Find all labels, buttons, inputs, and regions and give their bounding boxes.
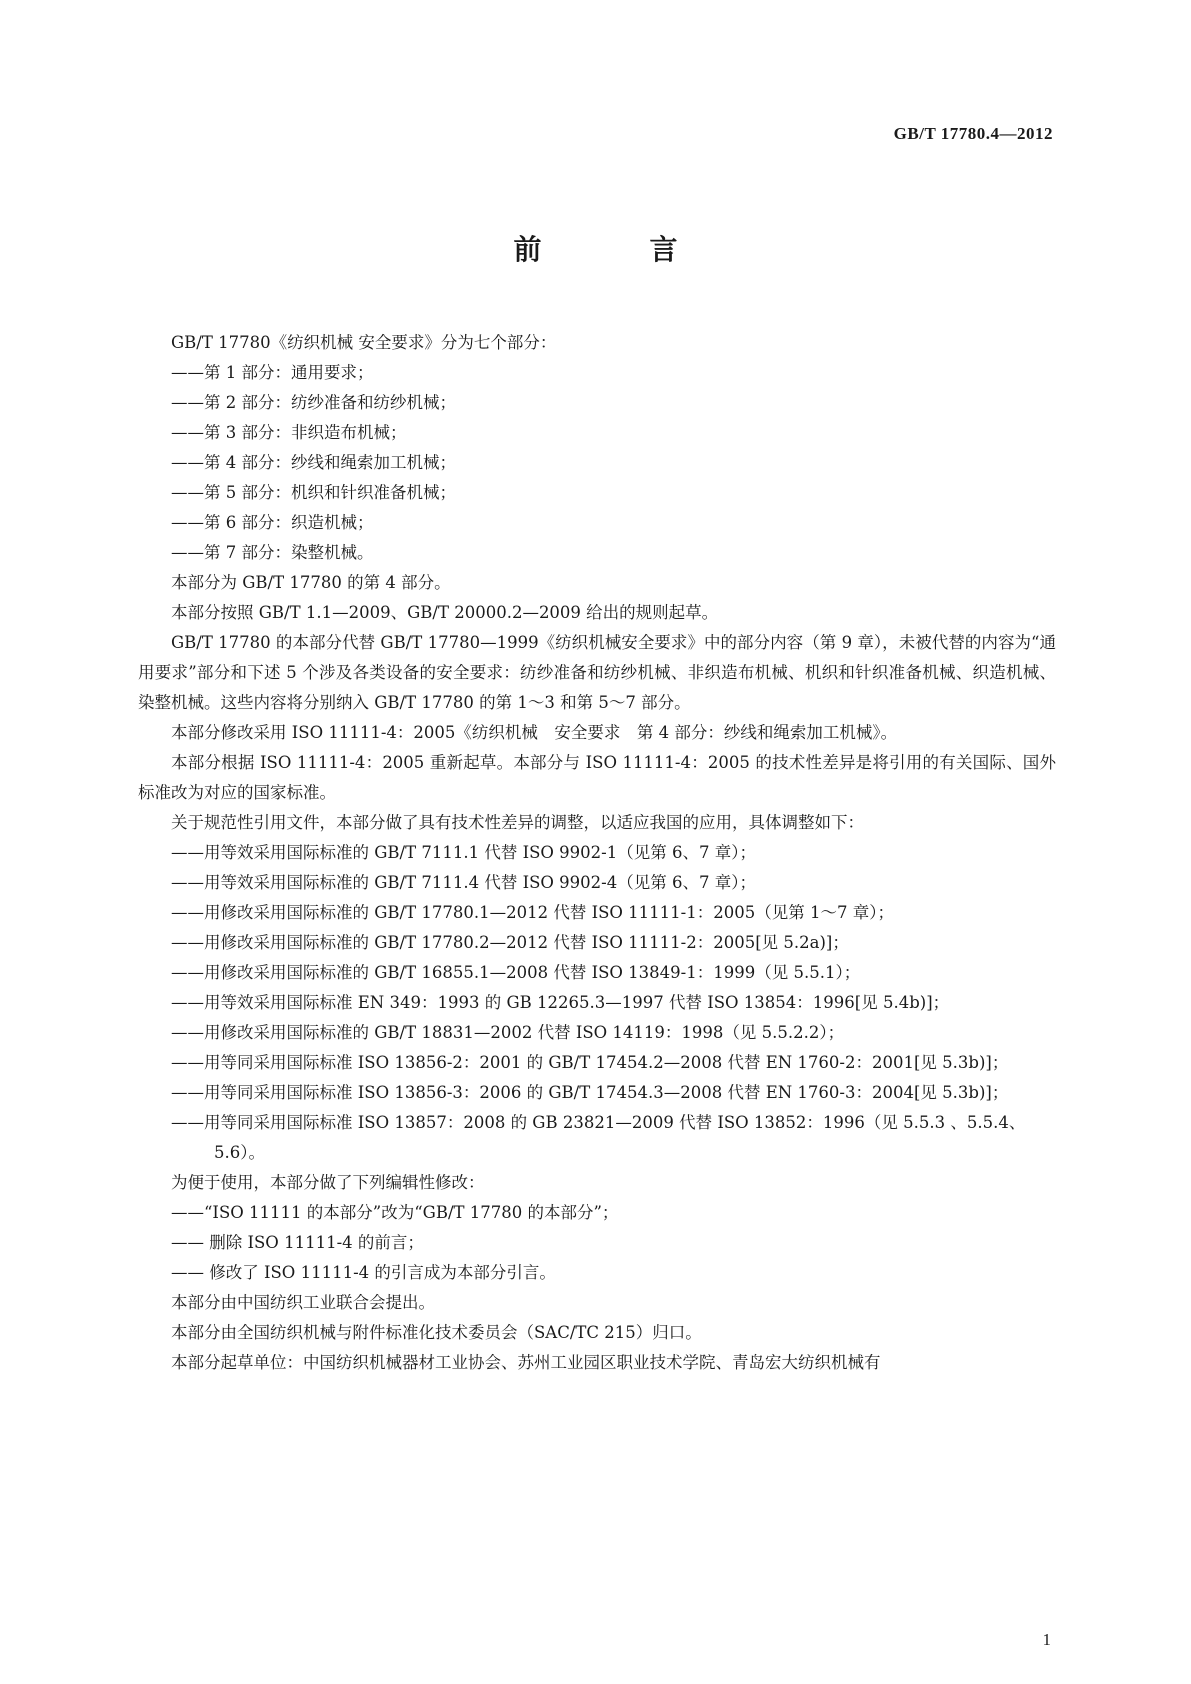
standard-number: GB/T 17780.4—2012 [893, 124, 1053, 143]
paragraph: 本部分按照 GB/T 1.1—2009、GB/T 20000.2—2009 给出的规则起草。 [171, 603, 719, 622]
paragraph: GB/T 17780 的本部分代替 GB/T 17780—1999《纺织机械安全要求》中的部分内容（第 9 章），未被代替的内容为“通用要求”部分和下述 5 个涉及各类设备的安全要求：纺纱准备和纺纱机械、非织造布机械、机织和针织准备机械、织造机械、染整机械。这些内容将分别纳入 GB/T 17780 的第 1～3 和第 5～7 部分。 [138, 633, 1056, 712]
list-item: ——用等效采用国际标准的 GB/T 7111.4 代替 ISO 9902-4（见第 6、7 章）； [171, 873, 756, 892]
paragraph: 本部分为 GB/T 17780 的第 4 部分。 [171, 573, 451, 592]
paragraph: 本部分起草单位：中国纺织机械器材工业协会、苏州工业园区职业技术学院、青岛宏大纺织机械有 [171, 1353, 881, 1372]
list-item: ——用修改采用国际标准的 GB/T 17780.1—2012 代替 ISO 11111-1：2005（见第 1～7 章）； [171, 903, 894, 922]
list-item: —— 修改了 ISO 11111-4 的引言成为本部分引言。 [171, 1263, 556, 1282]
list-item: ——第 6 部分：织造机械； [171, 513, 374, 532]
list-item: ——第 7 部分：染整机械。 [171, 543, 374, 562]
page-number: 1 [1042, 1630, 1051, 1649]
list-item: ——“ISO 11111 的本部分”改为“GB/T 17780 的本部分”； [171, 1203, 619, 1222]
list-item: ——第 4 部分：纱线和绳索加工机械； [171, 453, 456, 472]
list-item: ——用等效采用国际标准 EN 349：1993 的 GB 12265.3—1997 代替 ISO 13854：1996[见 5.4b)]； [171, 993, 950, 1012]
paragraph: 本部分修改采用 ISO 11111-4：2005《纺织机械 安全要求 第 4 部分：纱线和绳索加工机械》。 [171, 723, 898, 742]
list-item: ——用等效采用国际标准的 GB/T 7111.1 代替 ISO 9902-1（见第 6、7 章）； [171, 843, 756, 862]
list-item: ——用修改采用国际标准的 GB/T 16855.1—2008 代替 ISO 13849-1：1999（见 5.5.1）； [171, 963, 861, 982]
list-item: ——第 5 部分：机织和针织准备机械； [171, 483, 456, 502]
paragraph: 关于规范性引用文件，本部分做了具有技术性差异的调整，以适应我国的应用，具体调整如下： [171, 813, 864, 832]
intro-paragraph: GB/T 17780《纺织机械 安全要求》分为七个部分： [171, 333, 557, 352]
list-item: ——用修改采用国际标准的 GB/T 18831—2002 代替 ISO 14119：1998（见 5.5.2.2）； [171, 1023, 845, 1042]
page-title: 前 言 [513, 233, 718, 266]
list-item: —— 删除 ISO 11111-4 的前言； [171, 1233, 424, 1252]
list-item: ——用等同采用国际标准 ISO 13856-3：2006 的 GB/T 17454.3—2008 代替 EN 1760-3：2004[见 5.3b)]； [171, 1083, 1009, 1102]
list-item: ——用等同采用国际标准 ISO 13857：2008 的 GB 23821—2009 代替 ISO 13852：1996（见 5.5.3 、5.5.4、5.6）。 [171, 1113, 1026, 1162]
list-item: ——用等同采用国际标准 ISO 13856-2：2001 的 GB/T 17454.2—2008 代替 EN 1760-2：2001[见 5.3b)]； [171, 1053, 1009, 1072]
paragraph: 本部分根据 ISO 11111-4：2005 重新起草。本部分与 ISO 11111-4：2005 的技术性差异是将引用的有关国际、国外标准改为对应的国家标准。 [138, 753, 1056, 802]
paragraph: 为便于使用，本部分做了下列编辑性修改： [171, 1173, 485, 1192]
paragraph: 本部分由中国纺织工业联合会提出。 [171, 1293, 435, 1312]
document-body [138, 328, 1056, 1378]
paragraph: 本部分由全国纺织机械与附件标准化技术委员会（SAC/TC 215）归口。 [171, 1323, 702, 1342]
list-item: ——第 3 部分：非织造布机械； [171, 423, 407, 442]
list-item: ——第 2 部分：纺纱准备和纺纱机械； [171, 393, 456, 412]
list-item: ——用修改采用国际标准的 GB/T 17780.2—2012 代替 ISO 11111-2：2005[见 5.2a)]； [171, 933, 849, 952]
list-item: ——第 1 部分：通用要求； [171, 363, 374, 382]
